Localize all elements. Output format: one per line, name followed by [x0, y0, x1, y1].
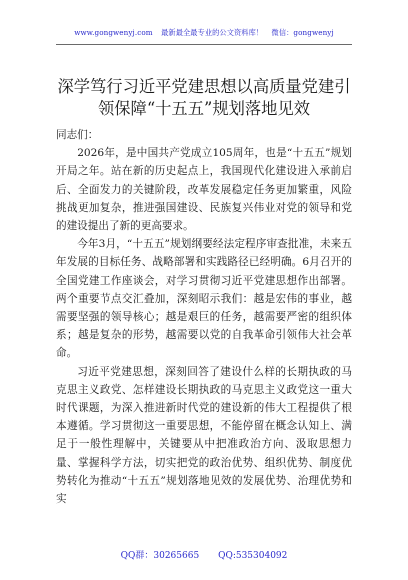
document-title: 深学笃行习近平党建思想以高质量党建引领保障“十五五”规划落地见效: [57, 77, 351, 118]
wechat-id: 微信：gongwenyj: [271, 28, 334, 37]
site-header: [0, 28, 408, 38]
qq-group: QQ群：30265665: [120, 551, 200, 561]
greeting: 同志们：: [56, 129, 99, 141]
paragraph-3: 习近平党建思想，深刻回答了建设什么样的长期执政的马克思主义政党、怎样建设长期执政的马克思主义政党这一重大时代课题，为深入推进新时代党的建设新的伟大工程提供了根本遵循。学习贯彻这一重要思想，不能停留在概念认知上、满足于一般性理解中，关键要从中把准政治方向、汲取思想力量、掌握科学方法，切实把党的政治优势、组织优势、制度优势转化为推动“十五五”规划落地见效的发展优势、治理优势和实: [56, 365, 352, 506]
paragraph-2: 今年3月，“十五五”规划纲要经法定程序审查批准，未来五年发展的目标任务、战略部署和实践路径已经明确。6月召开的全国党建工作座谈会，对学习贯彻习近平党建思想作出部署。两个重要节点交汇叠加，深刻昭示我们：越是宏伟的事业，越需要坚强的领导核心；越是艰巨的任务，越需要严密的组织体系；越是复杂的形势，越需要以党的自我革命引领伟大社会革命。: [56, 238, 352, 360]
site-footer: [0, 548, 408, 561]
paragraph-1: 2026年，是中国共产党成立105周年，也是“十五五”规划开局之年。站在新的历史起点上，我国现代化建设进入承前启后、全面发力的关键阶段，改革发展稳定任务更加繁重，风险挑战更加复杂，推进强国建设、民族复兴伟业对党的领导和党的建设提出了新的更高要求。: [56, 147, 352, 233]
qq-number: QQ:535304092: [218, 551, 288, 561]
site-slogan: 最新最全最专业的公文资料库！: [161, 28, 264, 37]
document-body: [56, 126, 352, 508]
header-rule: [56, 44, 352, 45]
site-url[interactable]: www.gongwenyj.com: [74, 28, 153, 37]
